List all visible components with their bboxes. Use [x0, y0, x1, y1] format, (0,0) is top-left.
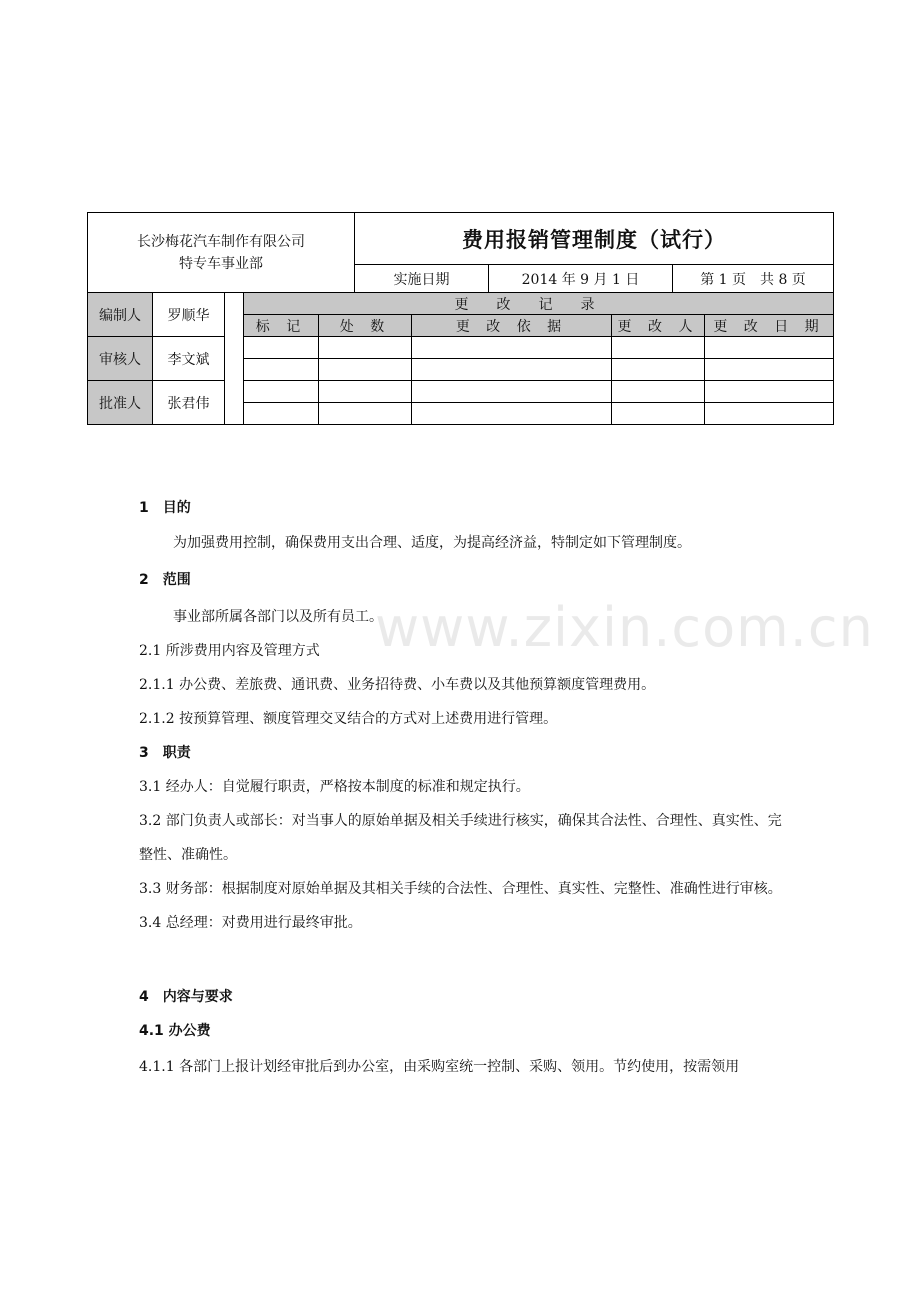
company-line1: 长沙梅花汽车制作有限公司 [137, 233, 305, 250]
table-cell [705, 359, 834, 381]
table-cell [705, 381, 834, 403]
col-header: 更 改 日 期 [705, 315, 834, 337]
impl-date-value: 2014 年 9 月 1 日 [489, 265, 673, 293]
paragraph: 3.1 经办人：自觉履行职责，严格按本制度的标准和规定执行。 [139, 779, 530, 795]
document-body [139, 490, 789, 1084]
paragraph: 2.1.1 办公费、差旅费、通讯费、业务招待费、小车费以及其他预算额度管理费用。 [139, 677, 656, 693]
paragraph: 为加强费用控制，确保费用支出合理、适度，为提高经济益，特制定如下管理制度。 [173, 535, 691, 551]
table-cell [319, 337, 412, 359]
table-cell [412, 403, 612, 425]
change-record-table [87, 292, 834, 425]
document-title: 费用报销管理制度（试行） [355, 213, 834, 265]
section-heading: 3 职责 [139, 745, 191, 761]
paragraph: 3.4 总经理：对费用进行最终审批。 [139, 915, 362, 931]
paragraph: 3.3 财务部：根据制度对原始单据及其相关手续的合法性、合理性、真实性、完整性、准确性进行审核。 [139, 881, 782, 897]
approval-role: 审核人 [88, 337, 153, 381]
table-cell [244, 381, 319, 403]
subsection-heading: 4.1 办公费 [139, 1023, 211, 1039]
spacer [139, 940, 789, 980]
paragraph: 事业部所属各部门以及所有员工。 [173, 609, 383, 625]
paragraph: 3.2 部门负责人或部长：对当事人的原始单据及相关手续进行核实，确保其合法性、合理性、真实性、完整性、准确性。 [139, 813, 782, 863]
table-cell [705, 403, 834, 425]
table-cell [319, 403, 412, 425]
approval-role: 批准人 [88, 381, 153, 425]
table-cell [612, 403, 705, 425]
table-cell [244, 403, 319, 425]
impl-date-label: 实施日期 [355, 265, 489, 293]
table-cell [612, 337, 705, 359]
table-cell [244, 337, 319, 359]
table-cell [612, 359, 705, 381]
paragraph: 2.1.2 按预算管理、额度管理交叉结合的方式对上述费用进行管理。 [139, 711, 558, 727]
table-cell [412, 381, 612, 403]
company-name [88, 213, 355, 293]
section-heading: 4 内容与要求 [139, 989, 233, 1005]
approval-name: 李文斌 [153, 337, 225, 381]
watermark: www.zixin.com.cn [375, 596, 874, 659]
table-cell [412, 359, 612, 381]
section-heading: 1 目的 [139, 500, 191, 516]
document-header [87, 212, 834, 293]
table-cell [244, 359, 319, 381]
change-record-title: 更改记录 [244, 293, 834, 315]
spacer-column [225, 293, 244, 425]
approval-name: 罗顺华 [153, 293, 225, 337]
company-line2: 特专车事业部 [179, 255, 263, 272]
table-cell [319, 381, 412, 403]
table-cell [319, 359, 412, 381]
col-header: 更 改 人 [612, 315, 705, 337]
section-heading: 2 范围 [139, 572, 191, 588]
paragraph: 2.1 所涉费用内容及管理方式 [139, 643, 320, 659]
paragraph: 4.1.1 各部门上报计划经审批后到办公室，由采购室统一控制、采购、领用。节约使用，按需领用 [139, 1059, 740, 1075]
page-info: 第 1 页 共 8 页 [673, 265, 834, 293]
col-header: 处 数 [319, 315, 412, 337]
table-cell [412, 337, 612, 359]
table-cell [612, 381, 705, 403]
col-header: 标 记 [244, 315, 319, 337]
col-header: 更 改 依 据 [412, 315, 612, 337]
approval-name: 张君伟 [153, 381, 225, 425]
table-cell [705, 337, 834, 359]
approval-role: 编制人 [88, 293, 153, 337]
